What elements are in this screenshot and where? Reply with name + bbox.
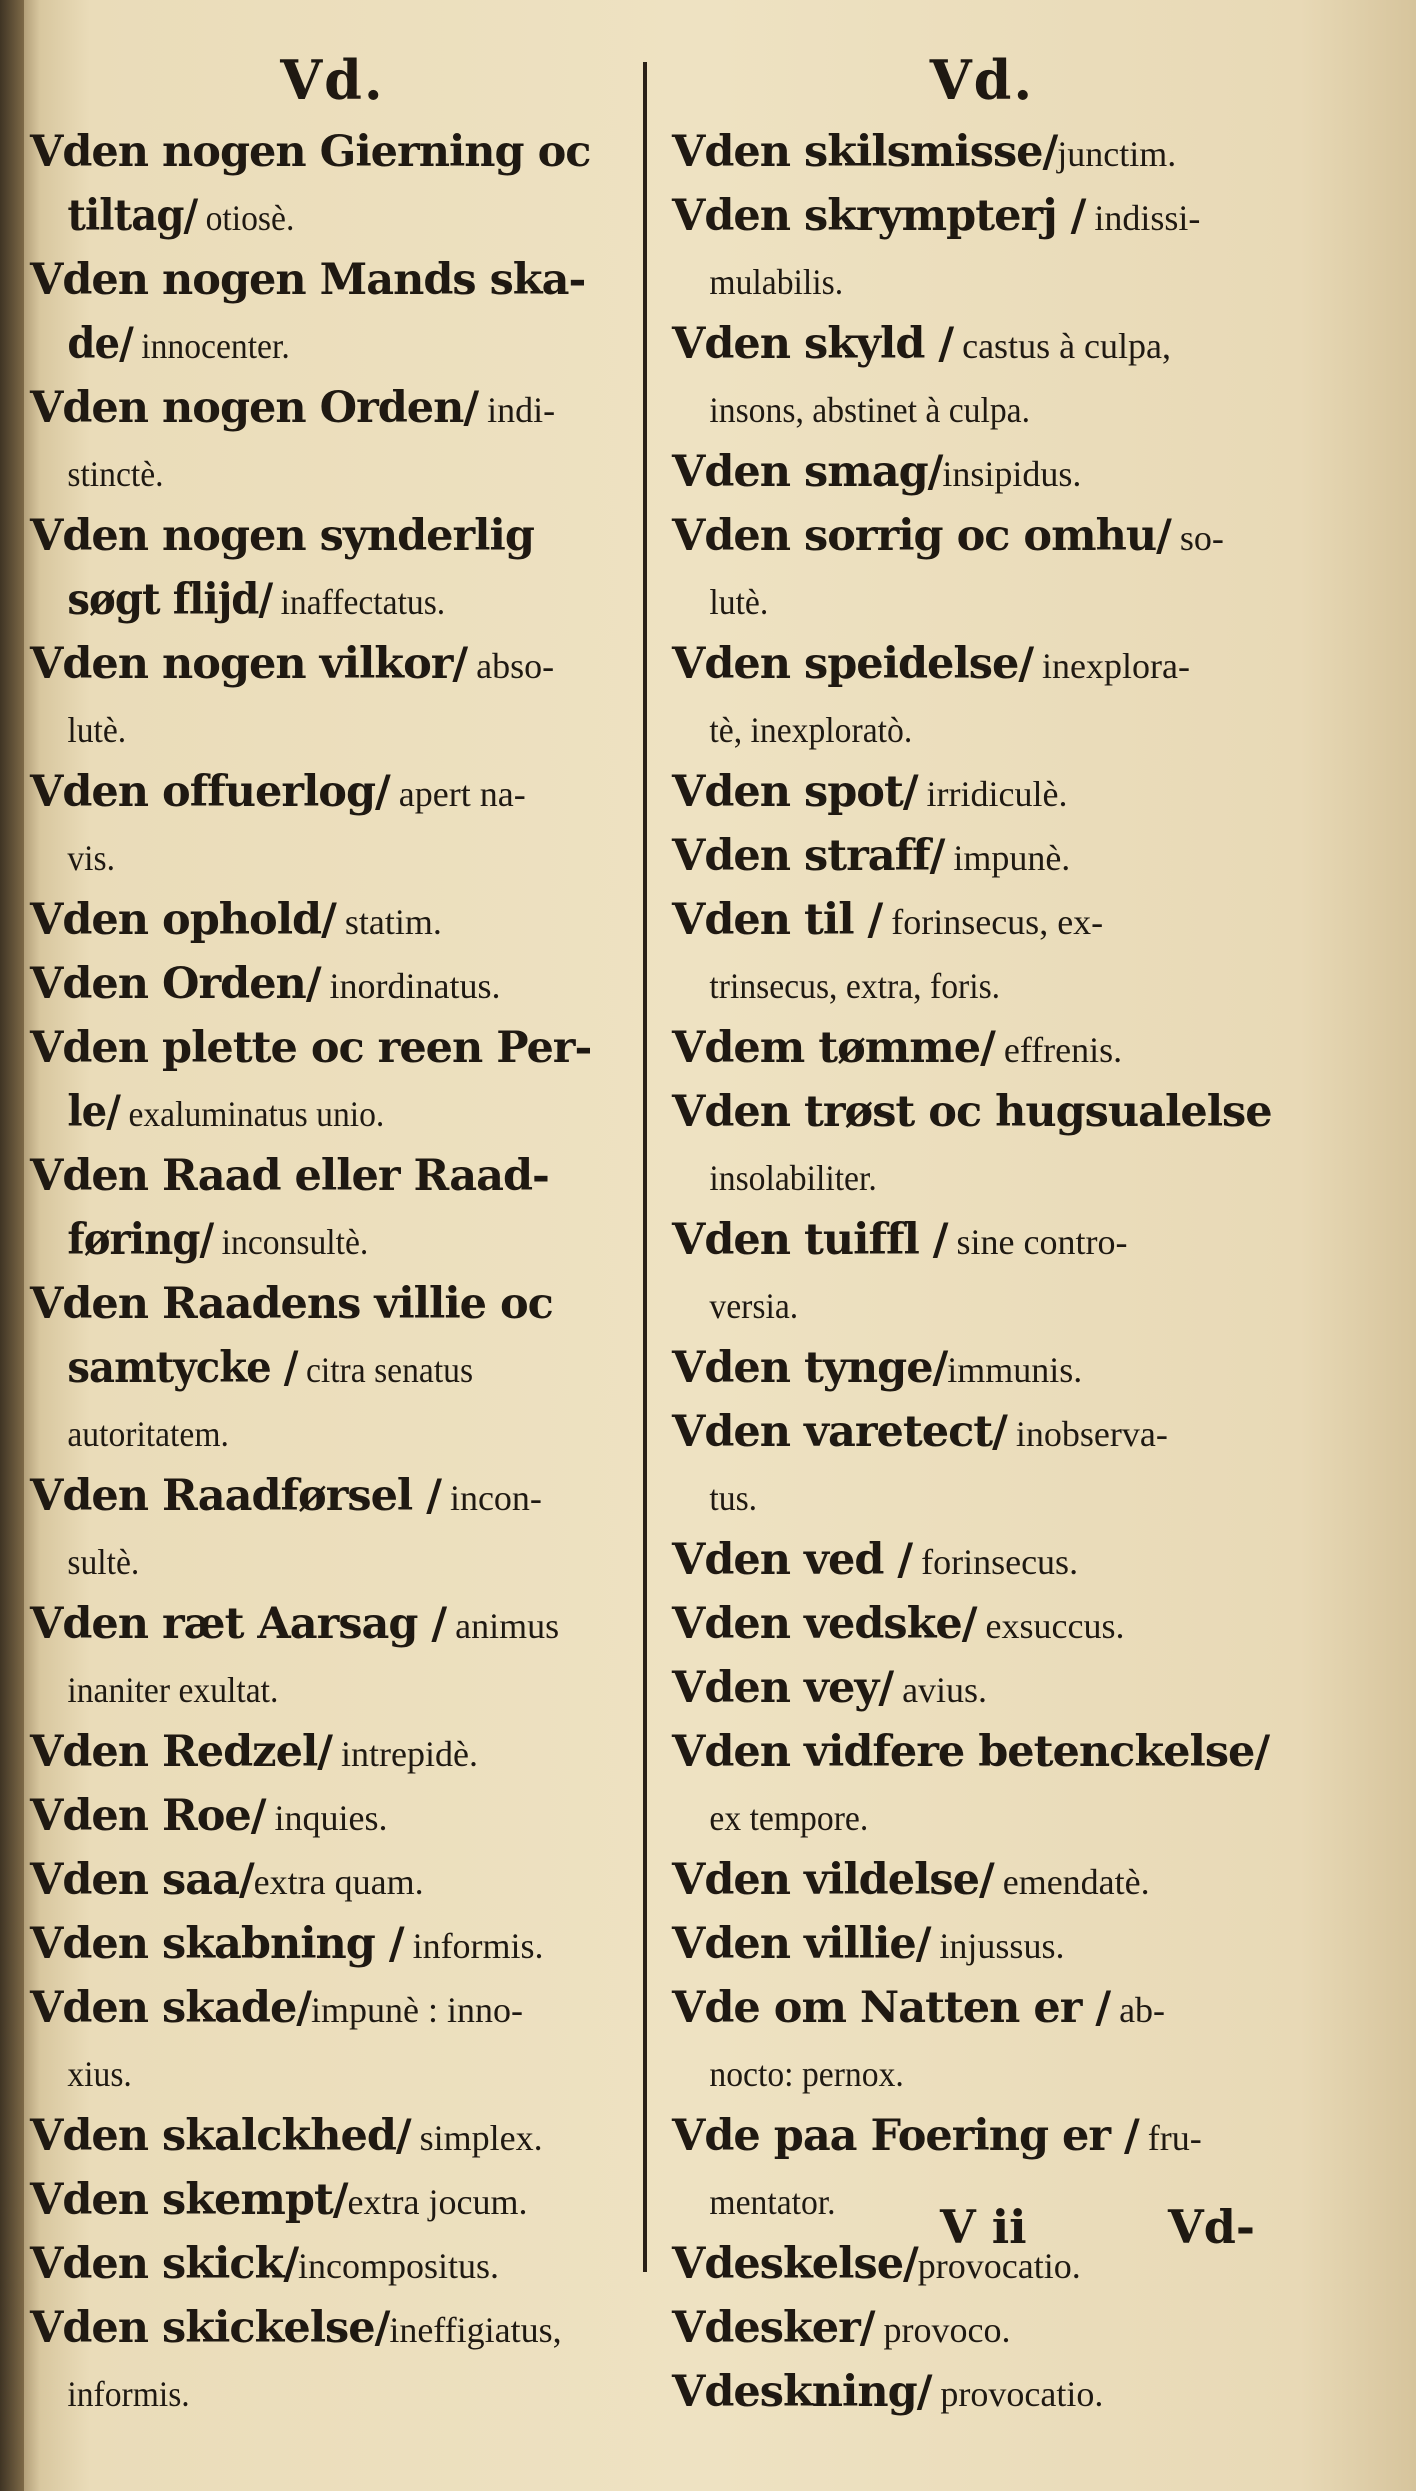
headword-text: Vden saa/	[30, 1855, 254, 1905]
dictionary-entry	[672, 2296, 1292, 2360]
entry-line	[30, 1656, 595, 1720]
latin-gloss: exaluminatus unio.	[120, 1094, 385, 1134]
dictionary-entry	[30, 1912, 635, 1976]
dictionary-entry	[672, 440, 1292, 504]
headword-text: Vden skade/	[30, 1983, 312, 2033]
headword-text: Vden nogen Orden/	[30, 383, 479, 433]
entry-line	[672, 696, 1252, 760]
dictionary-entry	[30, 760, 635, 888]
latin-gloss: animus	[446, 1606, 560, 1646]
latin-gloss: abso-	[467, 646, 555, 686]
entry-line	[30, 1208, 595, 1272]
latin-gloss: intrepidè.	[332, 1734, 478, 1774]
entry-line	[672, 1080, 1292, 1144]
latin-gloss: forinsecus.	[912, 1542, 1079, 1582]
entry-line	[30, 824, 595, 888]
dictionary-entry	[30, 888, 635, 952]
latin-gloss: vis.	[67, 838, 116, 878]
headword-text: Vden Raad eller Raad-	[30, 1151, 549, 1201]
column-divider	[643, 62, 647, 2272]
headword-text: Vden offuerlog/	[30, 767, 390, 817]
latin-gloss: inobserva-	[1006, 1414, 1168, 1454]
entry-line	[30, 888, 635, 952]
headword-text: Vden ræt Aarsag /	[30, 1599, 447, 1649]
entry-line	[672, 1016, 1292, 1080]
latin-gloss: castus à culpa,	[953, 326, 1172, 366]
entry-line	[30, 1080, 595, 1144]
headword-text: Vdeskelse/	[672, 2239, 918, 2289]
latin-gloss: insipidus.	[942, 454, 1082, 494]
latin-gloss: fru-	[1138, 2118, 1202, 2158]
dictionary-entry	[30, 952, 635, 1016]
dictionary-entry	[672, 1720, 1292, 1848]
entry-line	[30, 376, 635, 440]
latin-gloss: citra senatus	[297, 1350, 474, 1390]
latin-gloss: lutè.	[67, 710, 127, 750]
entry-line	[672, 1784, 1252, 1848]
latin-gloss: exsuccus.	[976, 1606, 1125, 1646]
headword-text: Vden ophold/	[30, 895, 336, 945]
dictionary-entry	[30, 2232, 635, 2296]
headword-text: Vden ved /	[672, 1535, 913, 1585]
latin-gloss: informis.	[67, 2374, 190, 2414]
dictionary-entry	[30, 120, 635, 248]
headword-text: Vden Raadførsel /	[30, 1471, 441, 1521]
entry-line	[30, 2168, 635, 2232]
book-spine	[0, 0, 24, 2491]
latin-gloss: immunis.	[947, 1350, 1083, 1390]
dictionary-entry	[30, 1976, 635, 2104]
left-column	[30, 40, 635, 2424]
dictionary-entry	[672, 2360, 1292, 2424]
latin-gloss: provocatio.	[931, 2374, 1104, 2414]
entry-line	[672, 2360, 1292, 2424]
entry-line	[30, 2040, 595, 2104]
dictionary-entry	[672, 120, 1292, 184]
entry-line	[672, 184, 1292, 248]
latin-gloss: inaffectatus.	[272, 582, 446, 622]
entry-line	[30, 1912, 635, 1976]
headword-text: Vden skyld /	[672, 319, 954, 369]
latin-gloss: extra quam.	[253, 1862, 424, 1902]
headword-text: Vden straff/	[672, 831, 945, 881]
entry-line	[30, 1336, 595, 1400]
latin-gloss: incompositus.	[298, 2246, 500, 2286]
headword-text: Vden nogen vilkor/	[30, 639, 468, 689]
dictionary-entry	[30, 1016, 635, 1144]
headword-text: Vden vidfere betenckelse/	[672, 1727, 1270, 1777]
latin-gloss: inordinatus.	[320, 966, 501, 1006]
latin-gloss: impunè : inno-	[311, 1990, 523, 2030]
headword-text: Vden Redzel/	[30, 1727, 332, 1777]
latin-gloss: junctim.	[1057, 134, 1177, 174]
entry-line	[30, 120, 635, 184]
right-running-header: Vd.	[929, 48, 1035, 112]
entry-line	[672, 760, 1292, 824]
entry-line	[30, 1400, 595, 1464]
entry-line	[672, 1272, 1252, 1336]
entry-line	[672, 312, 1292, 376]
entry-line	[672, 2104, 1292, 2168]
latin-gloss: inquies.	[265, 1798, 388, 1838]
headword-text: Vden sorrig oc omhu/	[672, 511, 1171, 561]
latin-gloss: apert na-	[389, 774, 526, 814]
entry-line	[672, 1976, 1292, 2040]
entry-line	[30, 312, 595, 376]
entry-line	[672, 1848, 1292, 1912]
dictionary-entry	[672, 760, 1292, 824]
headword-text: Vden tuiffl /	[672, 1215, 948, 1265]
entry-line	[672, 632, 1292, 696]
latin-gloss: injussus.	[930, 1926, 1065, 1966]
headword-text: Vden skickelse/	[30, 2303, 390, 2353]
dictionary-entry	[30, 2296, 635, 2424]
headword-text: Vden Raadens villie oc	[30, 1279, 553, 1329]
entry-line	[672, 376, 1252, 440]
dictionary-entry	[672, 1656, 1292, 1720]
latin-gloss: incon-	[440, 1478, 542, 1518]
entry-line	[30, 1976, 635, 2040]
latin-gloss: ab-	[1110, 1990, 1166, 2030]
dictionary-entry	[672, 632, 1292, 760]
entry-line	[672, 1656, 1292, 1720]
entry-line	[672, 1592, 1292, 1656]
dictionary-entry	[30, 248, 635, 376]
entry-line	[30, 952, 635, 1016]
dictionary-entry	[30, 1720, 635, 1784]
latin-gloss: otiosè.	[197, 198, 295, 238]
latin-gloss: inconsultè.	[213, 1222, 369, 1262]
dictionary-entry	[672, 1912, 1292, 1976]
latin-gloss: inexplora-	[1033, 646, 1190, 686]
entry-line	[30, 1528, 595, 1592]
latin-gloss: indissi-	[1085, 198, 1201, 238]
entry-line	[672, 1208, 1292, 1272]
latin-gloss: mulabilis.	[709, 262, 844, 302]
latin-gloss: irridiculè.	[917, 774, 1068, 814]
headword-text: le/	[67, 1087, 121, 1137]
headword-text: Vden trøst oc hugsualelse	[672, 1087, 1272, 1137]
dictionary-entry	[30, 1272, 635, 1464]
dictionary-entry	[30, 2168, 635, 2232]
latin-gloss: insolabiliter.	[709, 1158, 877, 1198]
latin-gloss: stinctè.	[67, 454, 164, 494]
headword-text: Vden skempt/	[30, 2175, 348, 2225]
latin-gloss: inaniter exultat.	[67, 1670, 279, 1710]
entry-line	[672, 1528, 1292, 1592]
entry-line	[30, 2232, 635, 2296]
headword-text: Vden tynge/	[672, 1343, 948, 1393]
entry-line	[672, 568, 1252, 632]
entry-line	[672, 504, 1292, 568]
signature-mark: V ii	[940, 2200, 1027, 2254]
latin-gloss: trinsecus, extra, foris.	[709, 966, 1001, 1006]
latin-gloss: emendatè.	[993, 1862, 1150, 1902]
dictionary-entry	[672, 1080, 1292, 1208]
dictionary-entry	[672, 1208, 1292, 1336]
dictionary-entry	[672, 504, 1292, 632]
latin-gloss: forinsecus, ex-	[882, 902, 1104, 942]
entry-line	[30, 248, 635, 312]
dictionary-entry	[30, 632, 635, 760]
headword-text: Vden spot/	[672, 767, 918, 817]
entry-line	[672, 1912, 1292, 1976]
entry-line	[672, 2040, 1252, 2104]
headword-text: Vde om Natten er /	[672, 1983, 1111, 2033]
entry-line	[30, 760, 635, 824]
latin-gloss: provoco.	[874, 2310, 1011, 2350]
entry-line	[30, 1848, 635, 1912]
entry-line	[672, 120, 1292, 184]
latin-gloss: versia.	[709, 1286, 799, 1326]
entry-line	[30, 568, 595, 632]
headword-text: Vden skilsmisse/	[672, 127, 1058, 177]
dictionary-entry	[30, 2104, 635, 2168]
entry-line	[30, 2104, 635, 2168]
dictionary-entry	[672, 824, 1292, 888]
dictionary-entry	[672, 888, 1292, 1016]
left-running-header: Vd.	[280, 48, 385, 112]
dictionary-entry	[30, 1848, 635, 1912]
latin-gloss: tè, inexploratò.	[709, 710, 913, 750]
latin-gloss: sine contro-	[947, 1222, 1128, 1262]
headword-text: Vden skick/	[30, 2239, 299, 2289]
headword-text: føring/	[67, 1215, 214, 1265]
entry-line	[672, 1144, 1252, 1208]
headword-text: Vden vedske/	[672, 1599, 977, 1649]
latin-gloss: insons, abstinet à culpa.	[709, 390, 1031, 430]
latin-gloss: mentator.	[709, 2182, 836, 2222]
entry-line	[30, 632, 635, 696]
entry-line	[30, 1784, 635, 1848]
dictionary-entry	[30, 1464, 635, 1592]
latin-gloss: extra jocum.	[347, 2182, 528, 2222]
latin-gloss: ineffigiatus,	[389, 2310, 562, 2350]
entry-line	[30, 696, 595, 760]
dictionary-entry	[672, 184, 1292, 312]
entry-line	[672, 248, 1252, 312]
latin-gloss: provocatio.	[917, 2246, 1081, 2286]
latin-gloss: simplex.	[410, 2118, 543, 2158]
dictionary-entry	[672, 1848, 1292, 1912]
entry-line	[672, 1400, 1292, 1464]
entry-line	[30, 2360, 595, 2424]
headword-text: Vden smag/	[672, 447, 943, 497]
dictionary-entry	[30, 1784, 635, 1848]
dictionary-entry	[672, 1528, 1292, 1592]
latin-gloss: xius.	[67, 2054, 132, 2094]
headword-text: Vdesker/	[672, 2303, 875, 2353]
entry-line	[672, 1336, 1292, 1400]
entry-line	[30, 1016, 635, 1080]
headword-text: Vden speidelse/	[672, 639, 1034, 689]
latin-gloss: informis.	[403, 1926, 544, 1966]
entry-line	[30, 504, 635, 568]
headword-text: Vden skabning /	[30, 1919, 404, 1969]
headword-text: Vdem tømme/	[672, 1023, 995, 1073]
latin-gloss: nocto: pernox.	[709, 2054, 904, 2094]
entry-line	[672, 824, 1292, 888]
headword-text: Vden Orden/	[30, 959, 321, 1009]
headword-text: Vden villie/	[672, 1919, 931, 1969]
right-column	[672, 40, 1292, 2424]
latin-gloss: statim.	[335, 902, 442, 942]
headword-text: Vden skalckhed/	[30, 2111, 411, 2161]
dictionary-entry	[30, 1144, 635, 1272]
entry-line	[30, 184, 595, 248]
headword-text: Vden nogen synderlig	[30, 511, 534, 561]
headword-text: Vde paa Foering er /	[672, 2111, 1139, 2161]
dictionary-entry	[672, 1592, 1292, 1656]
latin-gloss: autoritatem.	[67, 1414, 229, 1454]
dictionary-entry	[672, 1336, 1292, 1400]
entry-line	[30, 2296, 635, 2360]
entry-line	[672, 1720, 1292, 1784]
latin-gloss: so-	[1170, 518, 1224, 558]
entry-line	[672, 440, 1292, 504]
headword-text: Vden til /	[672, 895, 883, 945]
right-entry-list	[672, 120, 1292, 2424]
headword-text: samtycke /	[67, 1343, 298, 1393]
headword-text: tiltag/	[67, 191, 198, 241]
headword-text: Vdeskning/	[672, 2367, 932, 2417]
headword-text: Vden nogen Gierning oc	[30, 127, 591, 177]
catchword: Vd-	[1168, 2200, 1255, 2254]
dictionary-entry	[30, 376, 635, 504]
headword-text: Vden varetect/	[672, 1407, 1007, 1457]
headword-text: Vden skrympterj /	[672, 191, 1086, 241]
latin-gloss: indi-	[478, 390, 556, 430]
dictionary-entry	[30, 1592, 635, 1720]
latin-gloss: sultè.	[67, 1542, 140, 1582]
latin-gloss: effrenis.	[994, 1030, 1123, 1070]
latin-gloss: innocenter.	[132, 326, 290, 366]
entry-line	[30, 440, 595, 504]
entry-line	[672, 2296, 1292, 2360]
dictionary-entry	[672, 1400, 1292, 1528]
latin-gloss: ex tempore.	[709, 1798, 869, 1838]
latin-gloss: avius.	[893, 1670, 988, 1710]
entry-line	[30, 1272, 635, 1336]
latin-gloss: lutè.	[709, 582, 769, 622]
entry-line	[672, 1464, 1252, 1528]
entry-line	[30, 1592, 635, 1656]
dictionary-entry	[672, 312, 1292, 440]
headword-text: Vden vey/	[672, 1663, 894, 1713]
headword-text: Vden vildelse/	[672, 1855, 994, 1905]
headword-text: Vden plette oc reen Per-	[30, 1023, 592, 1073]
headword-text: Vden Roe/	[30, 1791, 266, 1841]
headword-text: Vden nogen Mands ska-	[30, 255, 586, 305]
entry-line	[30, 1464, 635, 1528]
latin-gloss: impunè.	[944, 838, 1071, 878]
dictionary-entry	[672, 1976, 1292, 2104]
headword-text: de/	[67, 319, 133, 369]
entry-line	[672, 952, 1252, 1016]
entry-line	[672, 888, 1292, 952]
headword-text: søgt flijd/	[67, 575, 273, 625]
entry-line	[30, 1144, 635, 1208]
latin-gloss: tus.	[709, 1478, 758, 1518]
dictionary-entry	[672, 1016, 1292, 1080]
left-entry-list	[30, 120, 635, 2424]
dictionary-entry	[30, 504, 635, 632]
entry-line	[30, 1720, 635, 1784]
